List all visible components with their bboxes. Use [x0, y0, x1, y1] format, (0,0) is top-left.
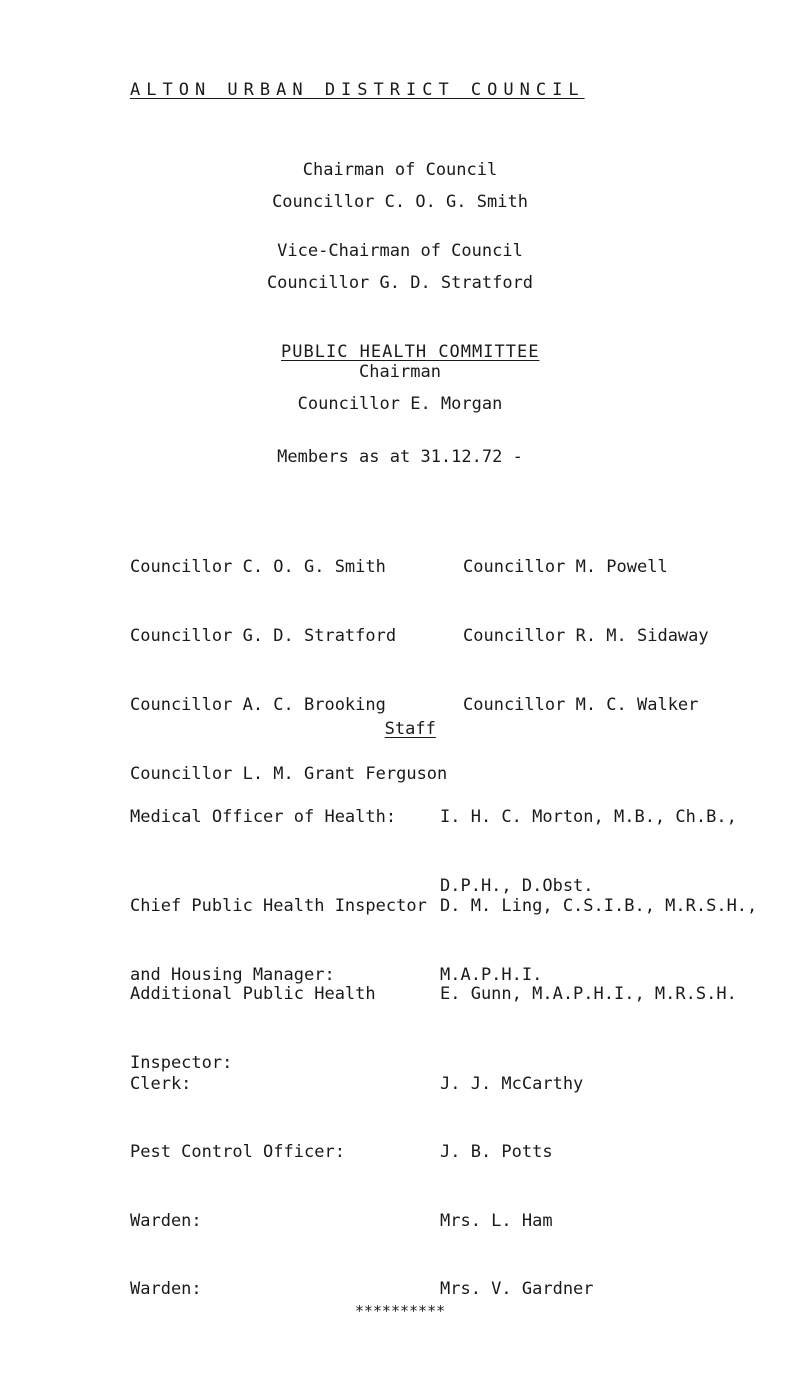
chairman-name: Councillor C. O. G. Smith	[272, 192, 528, 212]
committee-title	[0, 322, 800, 362]
staff-name-line: D. M. Ling, C.S.I.B., M.R.S.H.,	[440, 896, 758, 916]
member-item: Councillor A. C. Brooking	[130, 695, 386, 715]
staff-name-line: E. Gunn, M.A.P.H.I., M.R.S.H.	[440, 984, 737, 1004]
member-item: Councillor R. M. Sidaway	[463, 626, 709, 646]
vice-chairman-label: Vice-Chairman of Council	[277, 241, 523, 261]
staff-role-line: and Housing Manager:	[130, 965, 335, 985]
vice-chairman-name: Councillor G. D. Stratford	[266, 273, 534, 293]
staff-name	[440, 937, 737, 1029]
staff-name-line: Mrs. L. Ham	[440, 1211, 553, 1231]
staff-name-line: J. J. McCarthy	[440, 1074, 584, 1094]
chairman-label: Chairman of Council	[302, 160, 498, 180]
member-item: Councillor L. M. Grant Ferguson	[130, 764, 448, 784]
staff-role-line: Chief Public Health Inspector	[130, 896, 427, 916]
staff-role-line: Warden:	[130, 1279, 202, 1299]
staff-name-line: D.P.H., D.Obst.	[440, 876, 594, 896]
staff-name-line: I. H. C. Morton, M.B., Ch.B.,	[440, 807, 737, 827]
member-item: Councillor M. C. Walker	[463, 695, 699, 715]
staff-role-line: Pest Control Officer:	[130, 1142, 345, 1162]
staff-role-line: Inspector:	[130, 1053, 233, 1073]
staff-role-line: Additional Public Health	[130, 984, 376, 1004]
committee-chairman-label: Chairman	[359, 362, 441, 382]
staff-title	[0, 699, 800, 739]
footer-divider: **********	[354, 1302, 446, 1320]
members-label: Members as at 31.12.72 -	[277, 447, 523, 467]
staff-title-text: Staff	[384, 719, 436, 739]
member-item: Councillor M. Powell	[463, 557, 668, 577]
member-item: Councillor C. O. G. Smith	[130, 557, 386, 577]
committee-title-text: PUBLIC HEALTH COMMITTEE	[281, 342, 540, 362]
committee-chairman-name: Councillor E. Morgan	[297, 394, 503, 414]
staff-role-line: Clerk:	[130, 1074, 192, 1094]
staff-role-line: Medical Officer of Health:	[130, 807, 397, 827]
staff-role-line: Warden:	[130, 1211, 202, 1231]
staff-name-line: J. B. Potts	[440, 1142, 553, 1162]
staff-name-line: M.A.P.H.I.	[440, 965, 543, 985]
page-title: ALTON URBAN DISTRICT COUNCIL	[130, 80, 585, 100]
member-item: Councillor G. D. Stratford	[130, 626, 397, 646]
staff-name-line: Mrs. V. Gardner	[440, 1279, 594, 1299]
